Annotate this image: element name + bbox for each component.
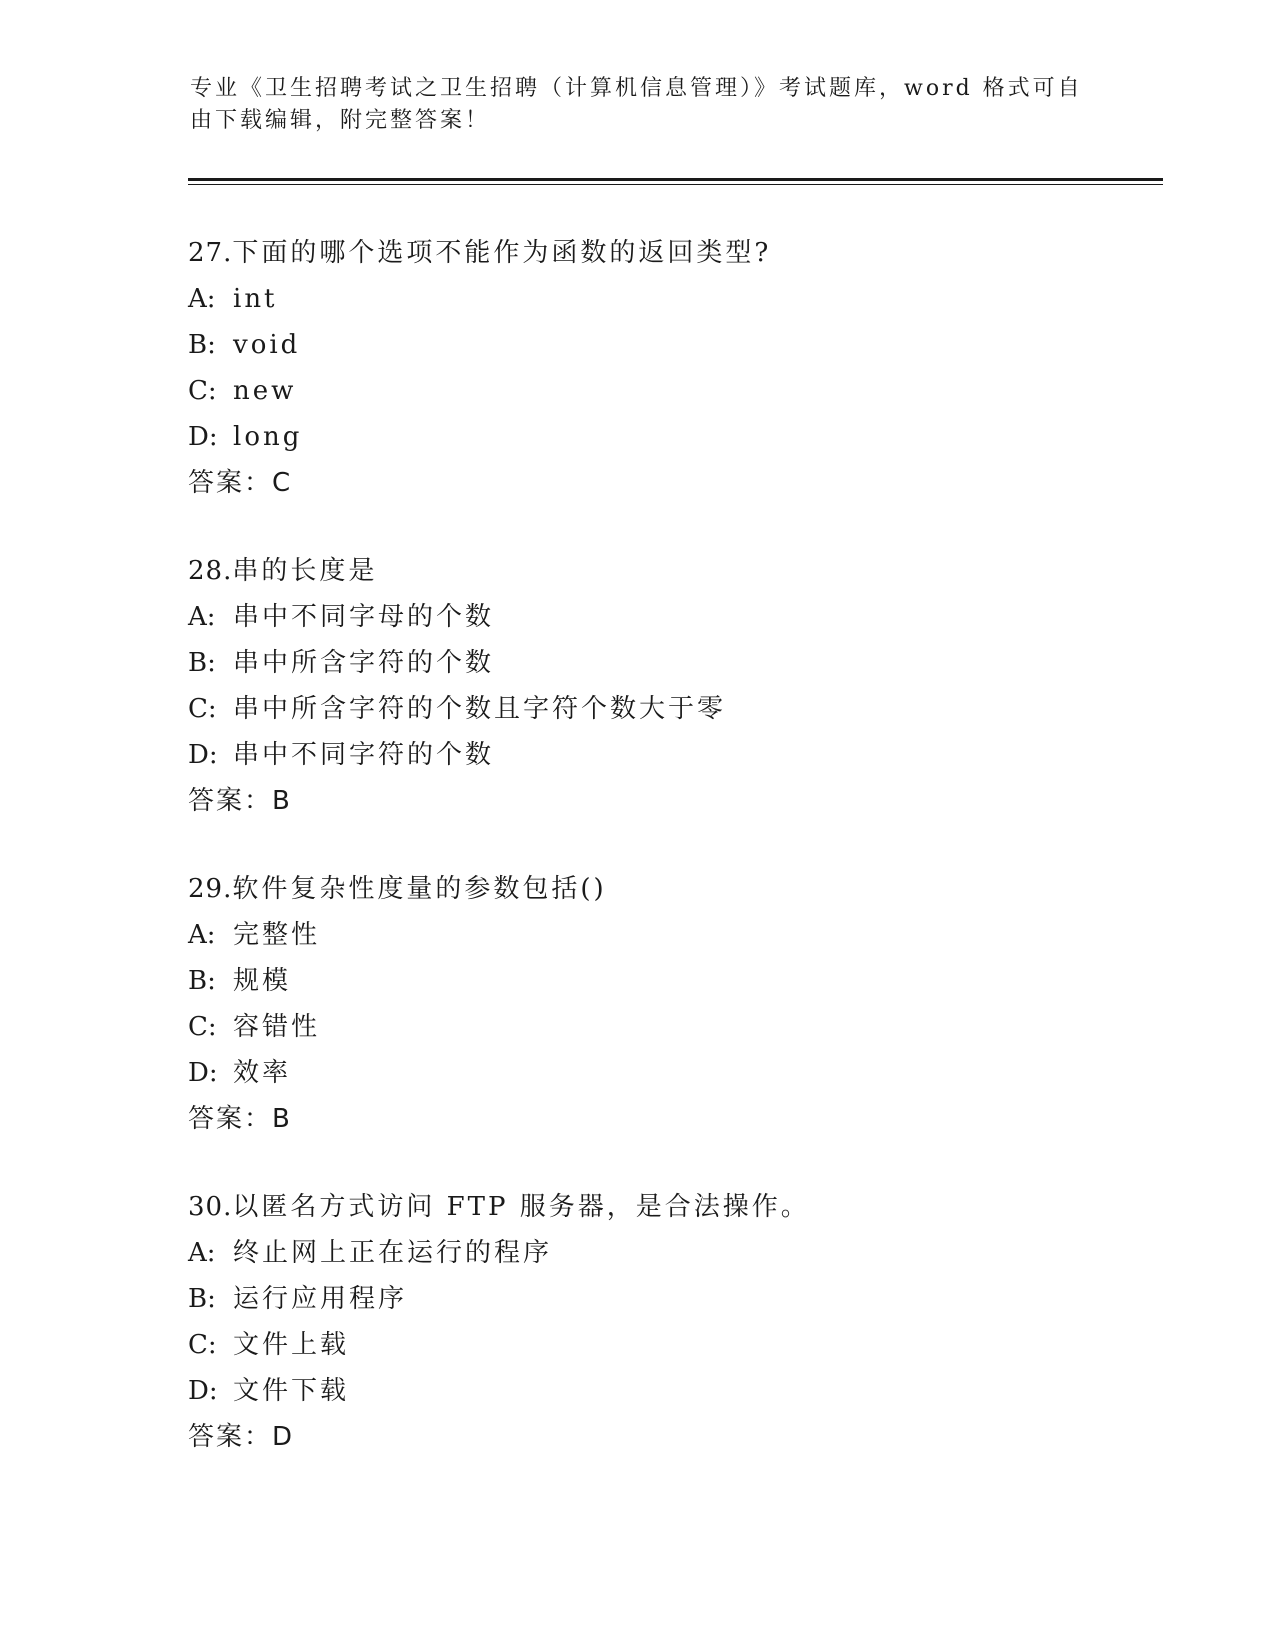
option-key: A: bbox=[188, 602, 216, 632]
answer: 答案：B bbox=[188, 786, 292, 816]
option-text: new bbox=[233, 376, 297, 406]
header-divider-thin bbox=[188, 184, 1163, 185]
document-header bbox=[190, 73, 1090, 137]
header-line-1: 专业《卫生招聘考试之卫生招聘（计算机信息管理）》考试题库，word 格式可自 bbox=[190, 76, 1083, 101]
option-b bbox=[188, 1276, 1088, 1322]
question-30 bbox=[188, 1184, 1088, 1460]
option-text: 终止网上正在运行的程序 bbox=[233, 1238, 553, 1268]
question-text: 以匿名方式访问 FTP 服务器，是合法操作。 bbox=[232, 1192, 810, 1222]
option-a bbox=[188, 276, 1088, 322]
option-key: C: bbox=[188, 376, 217, 406]
question-28 bbox=[188, 548, 1088, 824]
option-text: 效率 bbox=[233, 1058, 292, 1088]
option-text: 容错性 bbox=[233, 1012, 321, 1042]
option-text: 运行应用程序 bbox=[233, 1284, 408, 1314]
option-text: long bbox=[233, 422, 303, 452]
question-number: 27. bbox=[188, 238, 233, 268]
option-b bbox=[188, 958, 1088, 1004]
question-stem bbox=[188, 1184, 1088, 1230]
question-text: 串的长度是 bbox=[232, 556, 378, 586]
header-divider-thick bbox=[188, 178, 1163, 181]
option-key: C: bbox=[188, 1330, 217, 1360]
option-text: void bbox=[233, 330, 301, 360]
option-c bbox=[188, 1322, 1088, 1368]
option-a bbox=[188, 594, 1088, 640]
question-27 bbox=[188, 230, 1088, 506]
option-text: 完整性 bbox=[233, 920, 321, 950]
question-number: 28. bbox=[188, 556, 233, 586]
option-c bbox=[188, 1004, 1088, 1050]
option-c bbox=[188, 686, 1088, 732]
header-line-2: 由下载编辑，附完整答案！ bbox=[190, 108, 491, 133]
question-29 bbox=[188, 866, 1088, 1142]
question-number: 29. bbox=[188, 874, 233, 904]
option-text: 串中不同字母的个数 bbox=[233, 602, 495, 632]
option-key: D: bbox=[188, 740, 218, 770]
answer: 答案：C bbox=[188, 468, 293, 498]
question-stem bbox=[188, 866, 1088, 912]
option-d bbox=[188, 1050, 1088, 1096]
option-b bbox=[188, 640, 1088, 686]
option-c bbox=[188, 368, 1088, 414]
option-text: int bbox=[233, 284, 278, 314]
option-d bbox=[188, 414, 1088, 460]
question-text: 软件复杂性度量的参数包括() bbox=[232, 874, 607, 904]
option-text: 文件下载 bbox=[233, 1376, 350, 1406]
option-text: 串中所含字符的个数 bbox=[233, 648, 495, 678]
question-text: 下面的哪个选项不能作为函数的返回类型? bbox=[232, 238, 772, 268]
option-key: A: bbox=[188, 920, 216, 950]
option-text: 串中不同字符的个数 bbox=[233, 740, 495, 770]
question-stem bbox=[188, 548, 1088, 594]
option-b bbox=[188, 322, 1088, 368]
option-key: C: bbox=[188, 694, 217, 724]
option-key: A: bbox=[188, 1238, 216, 1268]
option-text: 文件上载 bbox=[233, 1330, 350, 1360]
option-a bbox=[188, 912, 1088, 958]
option-key: B: bbox=[188, 648, 216, 678]
option-text: 串中所含字符的个数且字符个数大于零 bbox=[233, 694, 727, 724]
answer: 答案：D bbox=[188, 1422, 295, 1452]
option-key: A: bbox=[188, 284, 216, 314]
option-key: D: bbox=[188, 422, 218, 452]
question-number: 30. bbox=[188, 1192, 233, 1222]
option-d bbox=[188, 1368, 1088, 1414]
option-key: B: bbox=[188, 330, 216, 360]
option-d bbox=[188, 732, 1088, 778]
option-key: D: bbox=[188, 1376, 218, 1406]
question-stem bbox=[188, 230, 1088, 276]
option-key: B: bbox=[188, 966, 216, 996]
option-text: 规模 bbox=[233, 966, 292, 996]
answer: 答案：B bbox=[188, 1104, 292, 1134]
option-key: B: bbox=[188, 1284, 216, 1314]
option-a bbox=[188, 1230, 1088, 1276]
option-key: C: bbox=[188, 1012, 217, 1042]
option-key: D: bbox=[188, 1058, 218, 1088]
